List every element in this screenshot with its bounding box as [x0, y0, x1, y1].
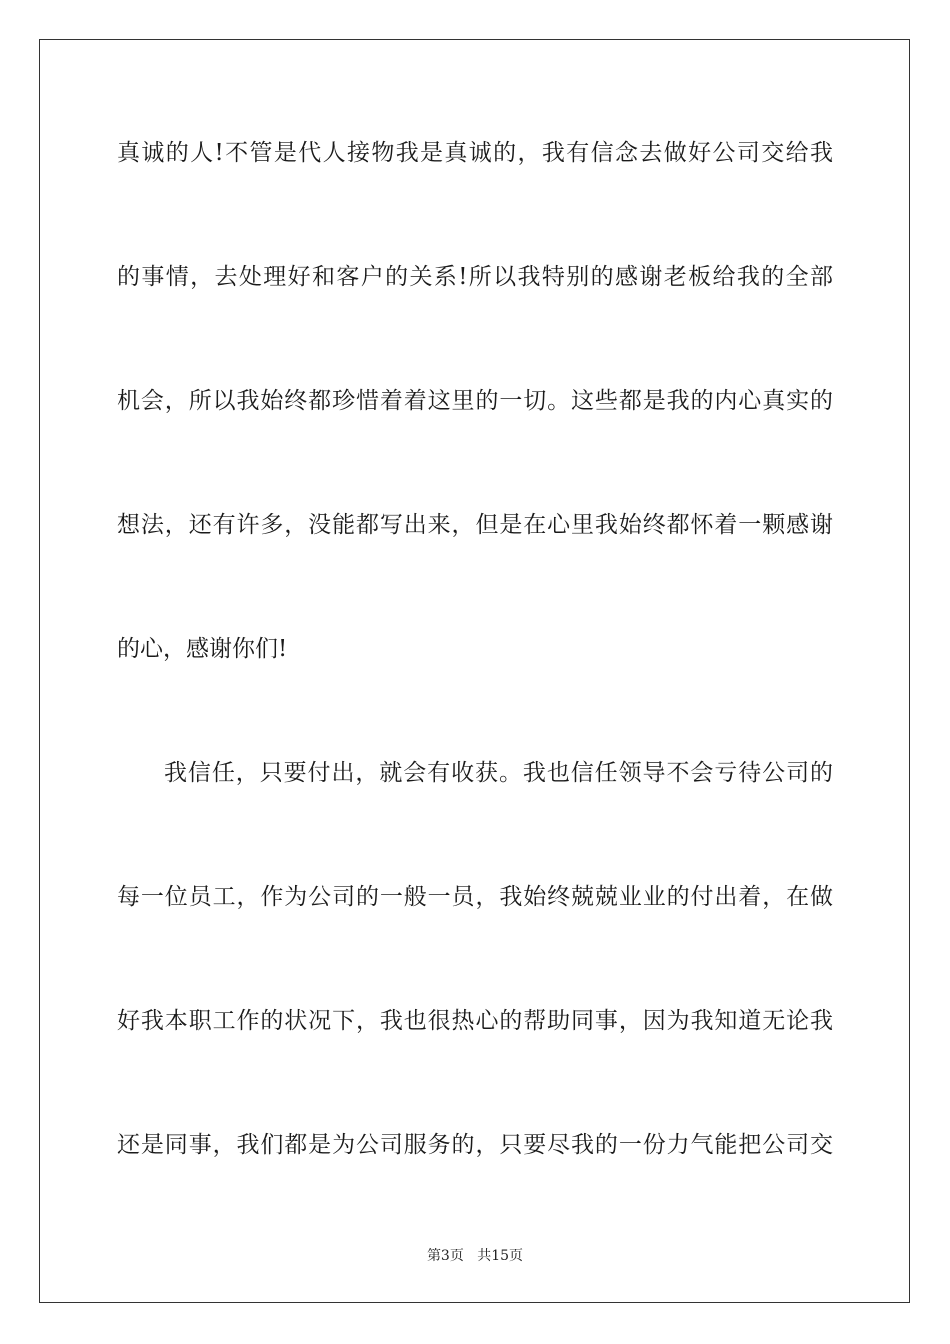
- body-line-2: 的事情，去处理好和客户的关系!所以我特别的感谢老板给我的全部: [117, 264, 833, 290]
- body-line-6: 我信任，只要付出，就会有收获。我也信任领导不会亏待公司的: [164, 760, 833, 786]
- body-line-5: 的心，感谢你们!: [117, 636, 288, 662]
- page-number: 第3页: [426, 1248, 464, 1264]
- page-total: 共15页: [477, 1248, 524, 1264]
- body-line-8: 好我本职工作的状况下，我也很热心的帮助同事，因为我知道无论我: [117, 1008, 833, 1034]
- body-line-7: 每一位员工，作为公司的一般一员，我始终兢兢业业的付出着，在做: [117, 884, 833, 910]
- body-line-4: 想法，还有许多，没能都写出来，但是在心里我始终都怀着一颗感谢: [117, 512, 833, 538]
- page-border: [39, 39, 910, 1303]
- page-footer: [0, 1246, 950, 1266]
- body-line-9: 还是同事，我们都是为公司服务的，只要尽我的一份力气能把公司交: [117, 1132, 833, 1158]
- body-line-1: 真诚的人!不管是代人接物我是真诚的，我有信念去做好公司交给我: [117, 140, 833, 166]
- body-line-3: 机会，所以我始终都珍惜着着这里的一切。这些都是我的内心真实的: [117, 388, 833, 414]
